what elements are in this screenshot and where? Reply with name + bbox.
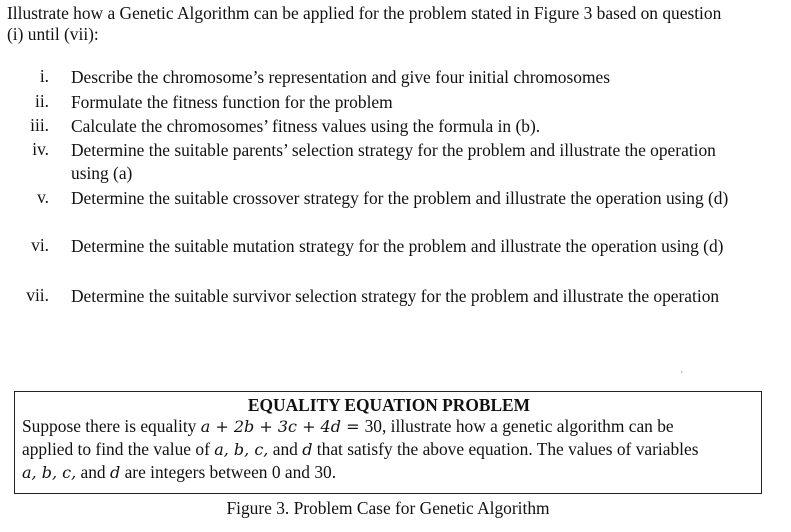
question-number: iii. [30, 115, 49, 135]
question-text: Calculate the chromosomes’ fitness values using the formula in (b). [71, 116, 541, 136]
problem-line-1 [22, 415, 757, 438]
stray-mark: ‚ [680, 364, 684, 375]
question-text-continuation: using (a) [71, 163, 133, 183]
question-text: Determine the suitable crossover strategy for the problem and illustrate the operation using (d) [71, 188, 729, 208]
intro-line-2: (i) until (vii): [7, 24, 99, 44]
question-number: vi. [31, 235, 49, 255]
text-run: Suppose there is equality [22, 416, 201, 436]
problem-title: EQUALITY EQUATION PROBLEM [247, 395, 531, 415]
question-text: Determine the suitable parents’ selection strategy for the problem and illustrate the operation [71, 140, 716, 160]
equation: a + 2b + 3c + 4d = [200, 417, 365, 436]
variable-list: a, b, c, [22, 463, 77, 482]
text-run: are integers between 0 and 30. [120, 462, 337, 482]
text-run: and [268, 439, 303, 459]
problem-line-3 [22, 461, 757, 484]
problem-line-2 [22, 438, 757, 461]
variable-list: a, b, c, [214, 440, 269, 459]
text-run: applied to find the value of [22, 439, 215, 459]
question-number: vii. [26, 285, 49, 305]
question-number: i. [39, 66, 49, 86]
text-run: that satisfy the above equation. The values of variables [312, 439, 699, 459]
variable: d [302, 440, 313, 459]
problem-box [14, 391, 762, 494]
figure-caption: Figure 3. Problem Case for Genetic Algorithm [226, 498, 550, 518]
question-number: ii. [34, 91, 49, 111]
variable: d [109, 463, 121, 482]
question-number: iv. [32, 139, 49, 159]
intro-line-1: Illustrate how a Genetic Algorithm can be applied for the problem stated in Figure 3 based on question [7, 3, 722, 23]
text-run: and [76, 462, 110, 482]
question-number: v. [37, 187, 49, 207]
question-text: Describe the chromosome’s representation and give four initial chromosomes [71, 67, 610, 87]
question-text: Determine the suitable survivor selection strategy for the problem and illustrate the operation [71, 286, 720, 306]
text-run: 30, illustrate how a genetic algorithm can be [364, 416, 674, 436]
question-text: Determine the suitable mutation strategy for the problem and illustrate the operation using (d) [71, 236, 724, 256]
question-text: Formulate the fitness function for the problem [71, 92, 393, 112]
problem-description [22, 415, 757, 484]
